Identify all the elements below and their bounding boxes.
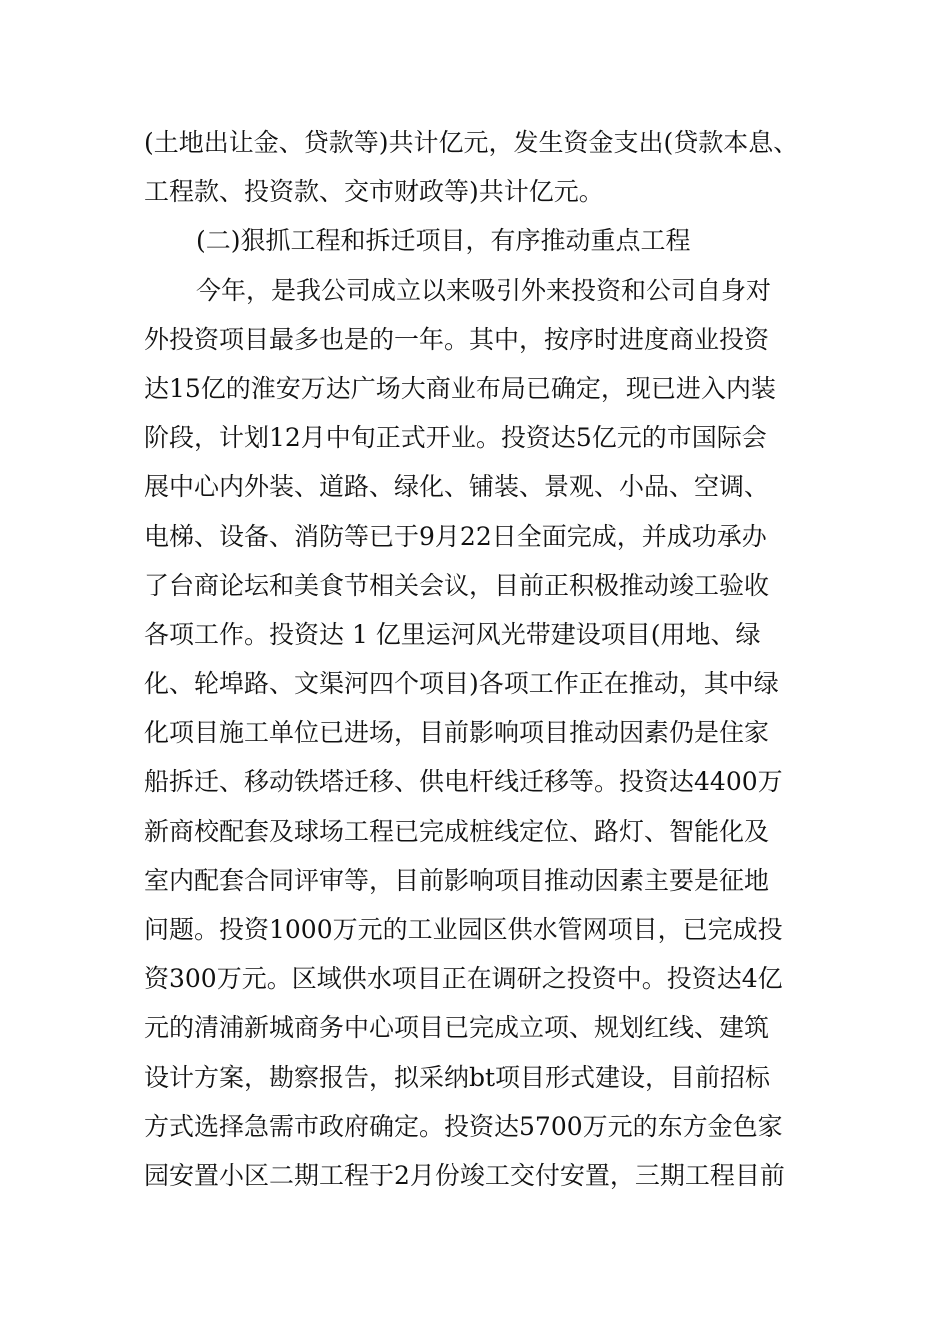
text-line: 了台商论坛和美食节相关会议，目前正积极推动竣工验收	[144, 570, 770, 600]
text-line: 展中心内外装、道路、绿化、铺装、景观、小品、空调、	[144, 472, 770, 502]
text-line: 各项工作。投资达 1 亿里运河风光带建设项目(用地、绿	[144, 619, 761, 649]
text-line: (土地出让金、贷款等)共计亿元，发生资金支出(贷款本息、	[144, 128, 799, 157]
text-line: 问题。投资1000万元的工业园区供水管网项目，已完成投	[144, 915, 783, 944]
paragraph-first-line: 今年，是我公司成立以来吸引外来投资和公司自身对	[196, 275, 772, 305]
text-line: 工程款、投资款、交市财政等)共计亿元。	[144, 177, 604, 207]
text-line: 电梯、设备、消防等已于9月22日全面完成，并成功承办	[144, 521, 767, 551]
text-line: 园安置小区二期工程于2月份竣工交付安置，三期工程目前	[144, 1160, 785, 1190]
text-line: 达15亿的淮安万达广场大商业布局已确定，现已进入内装	[144, 373, 776, 403]
section-heading: (二)狠抓工程和拆迁项目，有序推动重点工程	[196, 226, 691, 256]
text-line: 阶段，计划12月中旬正式开业。投资达5亿元的市国际会	[144, 423, 767, 453]
text-line: 设计方案，勘察报告，拟采纳bt项目形式建设，目前招标	[144, 1062, 771, 1092]
text-line: 室内配套合同评审等，目前影响项目推动因素主要是征地	[144, 865, 770, 895]
text-line: 资300万元。区域供水项目正在调研之投资中。投资达4亿	[144, 964, 783, 994]
text-line: 方式选择急需市政府确定。投资达5700万元的东方金色家	[144, 1111, 783, 1141]
text-line: 船拆迁、移动铁塔迁移、供电杆线迁移等。投资达4400万	[144, 767, 783, 797]
document-body	[144, 118, 824, 1200]
text-line: 化、轮埠路、文渠河四个项目)各项工作正在推动，其中绿	[144, 669, 779, 699]
text-line: 化项目施工单位已进场，目前影响项目推动因素仍是住家	[144, 718, 770, 748]
text-line: 外投资项目最多也是的一年。其中，按序时进度商业投资	[144, 324, 770, 354]
text-line: 新商校配套及球场工程已完成桩线定位、路灯、智能化及	[144, 816, 770, 846]
text-line: 元的清浦新城商务中心项目已完成立项、规划红线、建筑	[144, 1013, 770, 1043]
